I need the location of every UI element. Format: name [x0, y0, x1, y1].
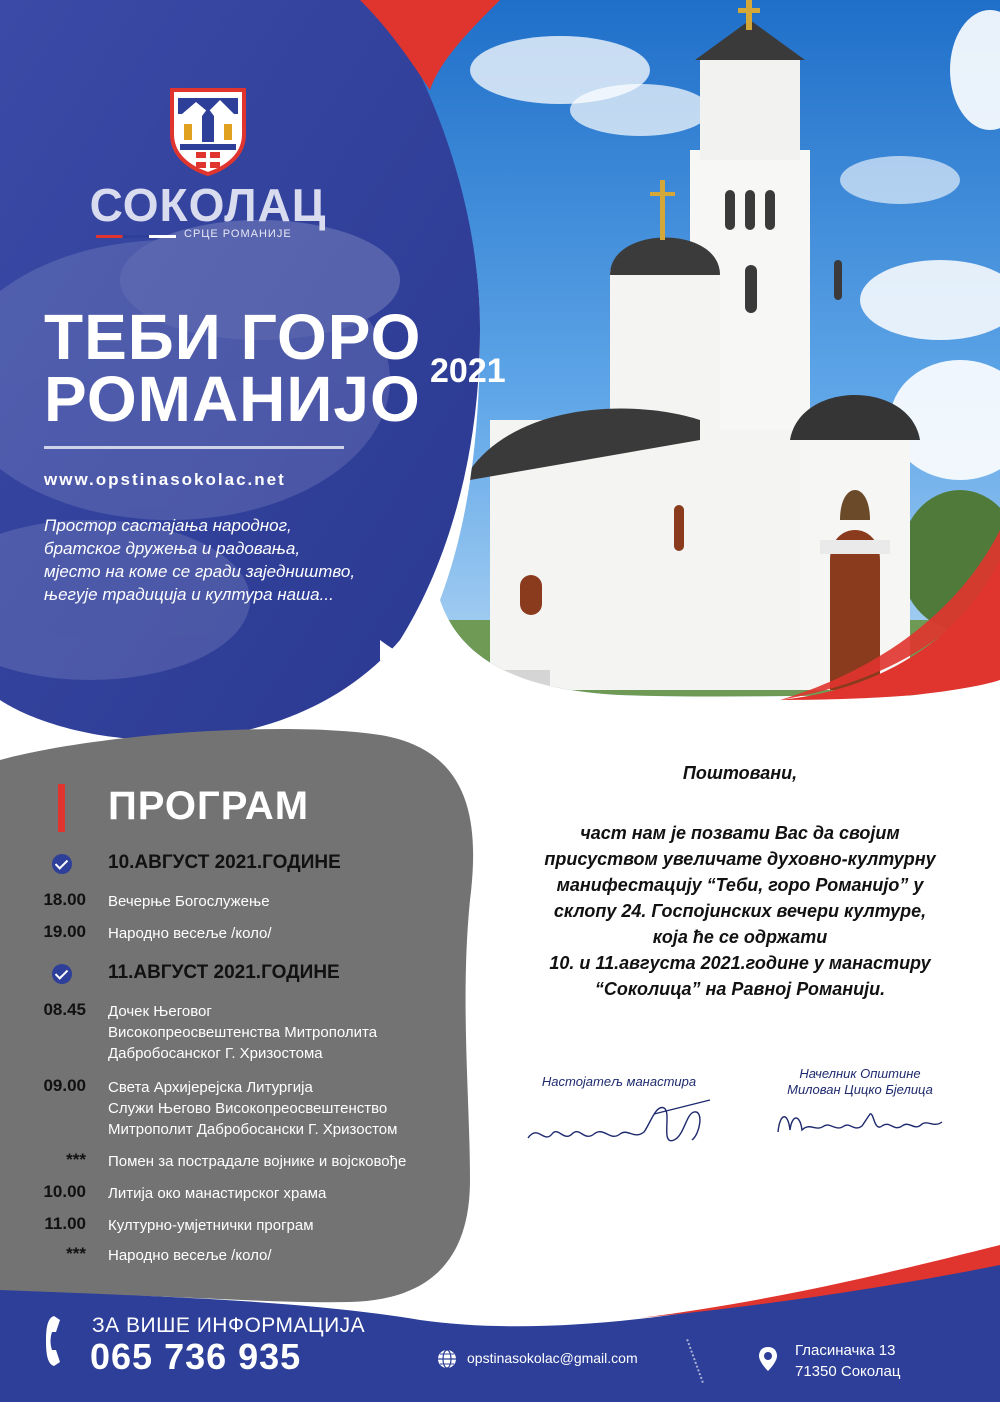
- program-item-time: ***: [66, 1244, 86, 1263]
- program-item-line: Дабробосанског Г. Хризостома: [108, 1045, 323, 1062]
- program-day-title: 11.АВГУСТ 2021.ГОДИНЕ: [108, 962, 340, 983]
- program-item-line: Високопреосвештенства Митрополита: [108, 1024, 378, 1041]
- program-item-line: Служи Његово Високопреосвештенство: [108, 1100, 388, 1117]
- letter-greeting: Поштовани,: [682, 763, 798, 783]
- handwritten-signature-mayor: [770, 1102, 950, 1142]
- check-circle-icon: [52, 854, 72, 874]
- program-item-text: [108, 923, 272, 944]
- address-line-1: Гласиначка 13: [795, 1342, 896, 1359]
- letter-line: 10. и 11.августа 2021.године у манастиру: [549, 953, 931, 973]
- program-item-text: [108, 1151, 406, 1172]
- letter-line: која ће се одржати: [652, 927, 828, 947]
- program-item-time: 10.00: [43, 1182, 86, 1201]
- address: [795, 1340, 900, 1382]
- tagline-line: мјесто на коме се гради заједништво,: [44, 562, 356, 581]
- invitation-letter: [500, 760, 980, 1002]
- coat-of-arms-icon: [166, 84, 250, 176]
- program-accent-bar: [58, 784, 65, 832]
- program-item-time: 09.00: [43, 1076, 86, 1095]
- program-item-line: Помен за пострадале војнике и војсковође: [108, 1153, 407, 1170]
- signature-block-mayor: [760, 1066, 960, 1142]
- info-label: ЗА ВИШЕ ИНФОРМАЦИЈА: [92, 1314, 366, 1337]
- program-item-line: Народно весеље /коло/: [108, 925, 272, 942]
- flag-stripe: [96, 235, 176, 238]
- municipality-logo: [88, 84, 328, 242]
- letter-line: част нам је позвати Вас да својим: [580, 823, 900, 843]
- phone-number[interactable]: 065 736 935: [90, 1336, 302, 1377]
- tagline-line: братског дружења и радовања,: [44, 539, 301, 558]
- email-link[interactable]: opstinasokolac@gmail.com: [467, 1350, 638, 1366]
- program-item-line: Литија око манастирског храма: [108, 1185, 327, 1202]
- letter-line: присуством увеличате духовно-културну: [544, 849, 936, 869]
- title-line-1: ТЕБИ ГОРО: [44, 301, 422, 373]
- program-item-line: Света Архијерејска Литургија: [108, 1079, 313, 1096]
- brand-name: СОКОЛАЦ: [89, 179, 327, 231]
- event-title: [44, 301, 422, 435]
- signature-title: Начелник Општине: [799, 1066, 921, 1081]
- globe-icon: [437, 1349, 457, 1369]
- program-item-line: Вечерње Богослужење: [108, 893, 270, 910]
- signature-block-abbot: [524, 1074, 714, 1154]
- program-item-text: [108, 1215, 314, 1236]
- letter-line: склопу 24. Госпојинских вечери културе,: [553, 901, 927, 921]
- title-divider: [44, 446, 344, 449]
- title-line-2: РОМАНИЈО: [44, 363, 421, 435]
- program-item-time: ***: [66, 1150, 86, 1169]
- program-item-line: Митрополит Дабробосански Г. Хризостом: [108, 1121, 398, 1138]
- location-pin-icon: [758, 1346, 778, 1372]
- program-item-text: [108, 1077, 397, 1140]
- brand-subtitle: СРЦЕ РОМАНИЈЕ: [184, 228, 292, 240]
- program-item-line: Народно весеље /коло/: [108, 1247, 272, 1264]
- program-item-line: Дочек Његовог: [108, 1003, 212, 1020]
- phone-icon: [44, 1312, 78, 1370]
- program-item-time: 08.45: [43, 1000, 86, 1019]
- program-day-title: 10.АВГУСТ 2021.ГОДИНЕ: [108, 852, 341, 873]
- program-item-time: 18.00: [43, 890, 86, 909]
- program-item-time: 11.00: [44, 1214, 86, 1233]
- letter-line: “Соколица” на Равној Романији.: [594, 979, 886, 999]
- signature-name: Милован Цицко Бјелица: [787, 1082, 933, 1097]
- program-item-line: Културно-умјетнички програм: [108, 1217, 314, 1234]
- program-item-text: [108, 891, 270, 912]
- program-item-text: [108, 1245, 272, 1266]
- event-year: 2021: [430, 352, 506, 390]
- tagline-line: Простор састајања народног,: [44, 516, 292, 535]
- program-item-text: [108, 1001, 377, 1064]
- check-circle-icon: [52, 964, 72, 984]
- address-line-2: 71350 Соколац: [795, 1363, 901, 1380]
- tagline: [44, 514, 364, 606]
- program-title: ПРОГРАМ: [108, 784, 310, 828]
- letter-line: манифестацију “Теби, горо Романијо” у: [556, 875, 924, 895]
- program-item-text: [108, 1183, 326, 1204]
- signature-title: Настојатељ манастира: [541, 1074, 697, 1089]
- website-link[interactable]: www.opstinasokolac.net: [44, 470, 286, 489]
- program-item-time: 19.00: [43, 922, 86, 941]
- handwritten-signature-abbot: [524, 1094, 714, 1154]
- tagline-line: његује традиција и култура наша...: [44, 585, 334, 604]
